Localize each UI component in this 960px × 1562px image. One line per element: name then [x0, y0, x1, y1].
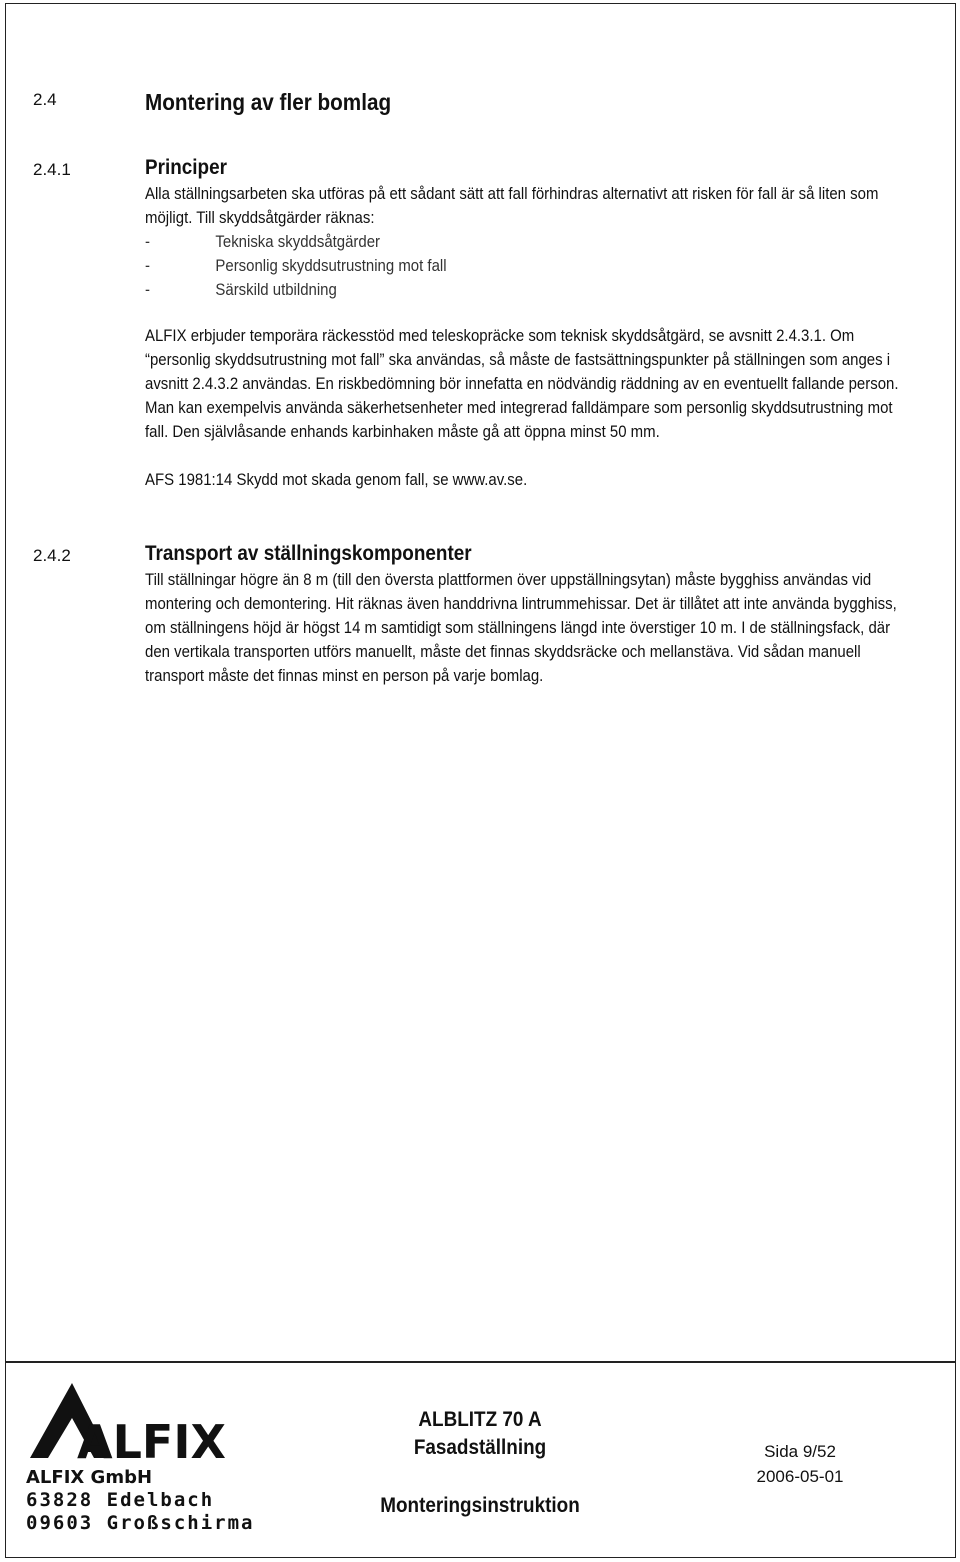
subsection-number: 2.4.1	[33, 160, 71, 179]
intro-paragraph: Alla ställningsarbeten ska utföras på ett sådant sätt att fall förhindras alternativt att risken för fall är så liten som möjligt. Till skyddsåtgärder räknas:	[145, 184, 879, 227]
svg-text:63828 Edelbach: 63828 Edelbach	[26, 1489, 215, 1511]
svg-text:09603 Großschirma: 09603 Großschirma	[26, 1512, 255, 1534]
subsection-number: 2.4.2	[33, 546, 71, 565]
list-item: - Personlig skyddsutrustning mot fall	[145, 256, 447, 275]
measures-list	[145, 230, 447, 302]
body-paragraph: Till ställningar högre än 8 m (till den översta plattformen över uppställningsytan) måste bygghiss användas vid montering och demontering. Hit räknas även handdrivna lintrummehissar. Det är tillåtet att inte använda bygghiss, om ställningens höjd är högst 14 m samtidigt som ställningens längd inte överstiger 10 m. I de ställningsfack, där den vertikala transporten utförs manuellt, måste det finnas skyddsräcke och mellanstäva. Vid sådan manuell transport måste det finnas minst en person på varje bomlag.	[145, 570, 897, 685]
product-name: ALBLITZ 70 A	[418, 1408, 542, 1431]
section-number: 2.4	[33, 90, 57, 109]
body-paragraph: ALFIX erbjuder temporära räckesstöd med teleskopräcke som teknisk skyddsåtgärd, se avsnitt 2.4.3.1. Om “personlig skyddsutrustning mot fall” ska användas, så måste de fastsättningspunkter på ställningen som anges i avsnitt 2.4.3.2 användas. En riskbedömning bör innefatta en nödvändig räddning av en eventuellt fallande person. Man kan exempelvis använda säkerhetsenheter med integrerad falldämpare som personlig skyddsutrustning mot fall. Den självlåsande enhands karbinhaken måste gå att öppna minst 50 mm.	[145, 326, 899, 441]
reference-paragraph: AFS 1981:14 Skydd mot skada genom fall, se www.av.se.	[145, 470, 528, 489]
product-type: Fasadställning	[413, 1436, 547, 1459]
document-date: 2006-05-01	[756, 1467, 844, 1486]
footer-divider	[5, 1361, 956, 1363]
alfix-logo	[22, 1378, 312, 1548]
page-number: Sida 9/52	[764, 1442, 836, 1461]
svg-text:ALFIX: ALFIX	[77, 1415, 226, 1469]
svg-text:ALFIX GmbH: ALFIX GmbH	[26, 1467, 153, 1488]
list-item: - Särskild utbildning	[145, 280, 337, 299]
document-type: Monteringsinstruktion	[380, 1494, 580, 1517]
subsection-title: Principer	[145, 156, 227, 179]
list-item: - Tekniska skyddsåtgärder	[145, 232, 381, 251]
section-title: Montering av fler bomlag	[145, 89, 392, 115]
subsection-title: Transport av ställningskomponenter	[145, 542, 472, 565]
